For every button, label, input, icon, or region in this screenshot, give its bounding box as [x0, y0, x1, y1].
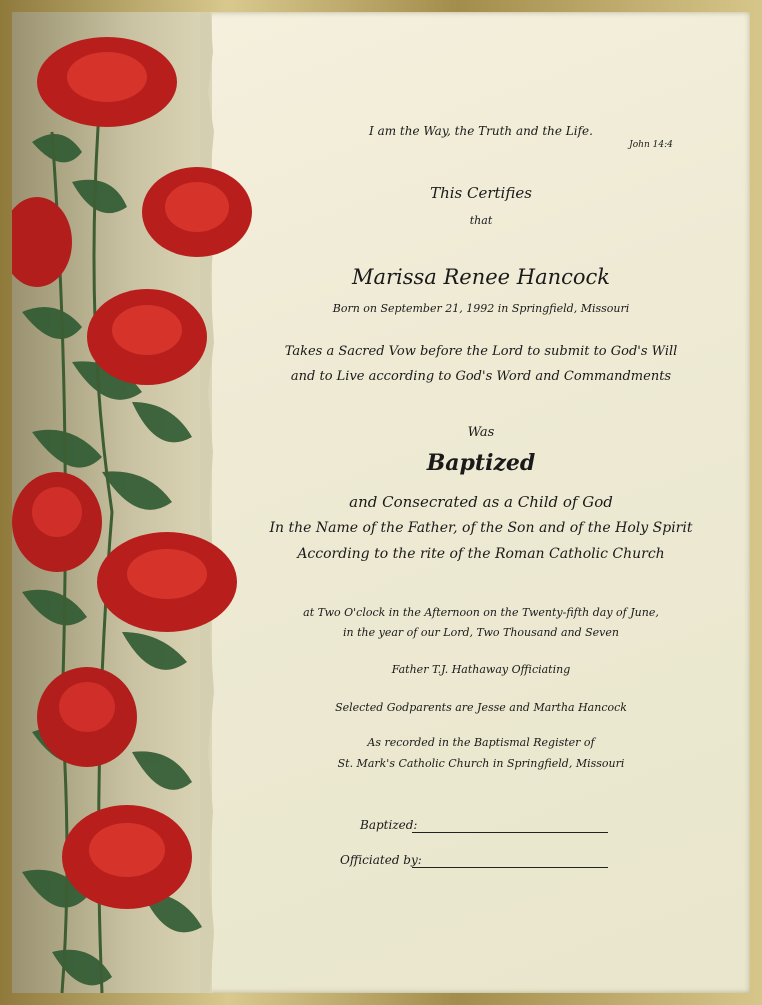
recorded-line-2: St. Mark's Catholic Church in Springfield, Missouri	[337, 757, 625, 770]
baptized-heading: Baptized	[426, 450, 536, 476]
trinity-line: In the Name of the Father, of the Son and of the Holy Spirit	[269, 520, 693, 536]
certificate-paper	[12, 12, 750, 993]
certifies-heading: This Certifies	[430, 184, 532, 202]
recipient-name: Marissa Renee Hancock	[351, 265, 611, 289]
time-line-2: in the year of our Lord, Two Thousand and Seven	[343, 626, 619, 639]
godparents-line: Selected Godparents are Jesse and Martha Hancock	[335, 701, 627, 714]
verse-reference: John 14:4	[629, 140, 673, 150]
vow-line-2: and to Live according to God's Word and Commandments	[290, 369, 672, 384]
officiated-signature-label: Officiated by:	[340, 853, 422, 867]
rite-line: According to the rite of the Roman Catholic Church	[297, 546, 665, 562]
certificate-text	[212, 12, 750, 993]
vow-line-1: Takes a Sacred Vow before the Lord to submit to God's Will	[284, 344, 678, 359]
verse: I am the Way, the Truth and the Life.	[369, 124, 593, 138]
birth-details: Born on September 21, 1992 in Springfield, Missouri	[332, 302, 630, 315]
officiated-signature-line	[412, 867, 608, 868]
baptized-signature-line	[412, 832, 608, 833]
officiant-line: Father T.J. Hathaway Officiating	[391, 663, 571, 676]
that-label: that	[469, 214, 493, 227]
consecrated-line: and Consecrated as a Child of God	[349, 493, 613, 511]
time-line-1: at Two O'clock in the Afternoon on the Twenty-fifth day of June,	[303, 606, 659, 619]
recorded-line-1: As recorded in the Baptismal Register of	[367, 736, 595, 749]
baptized-signature-label: Baptized:	[360, 818, 418, 832]
was-label: Was	[467, 425, 495, 440]
